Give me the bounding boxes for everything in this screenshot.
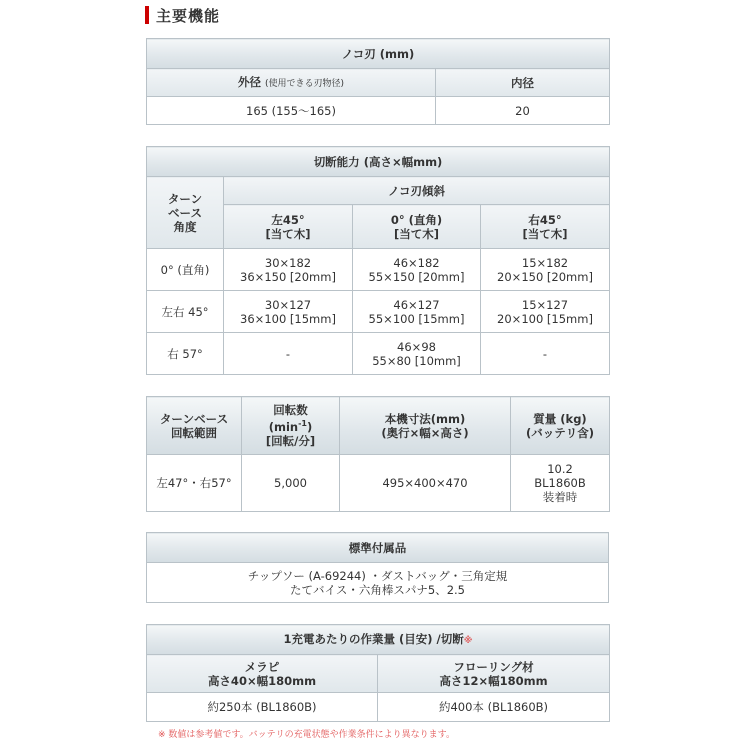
cut-value: 20×100 [15mm] xyxy=(497,311,593,326)
work-title-mark: ※ xyxy=(463,635,473,646)
accessories-list xyxy=(147,563,609,603)
weight-sublabel: (バッテリ含) xyxy=(525,425,594,440)
cut-cell xyxy=(224,291,353,333)
spec-table xyxy=(146,396,610,512)
cut-cell xyxy=(353,249,481,291)
angle-cell: 右 57° xyxy=(147,333,224,375)
weight-battery: BL1860B xyxy=(534,476,586,490)
inner-diameter-value: 20 xyxy=(436,97,610,125)
cut-value: 36×100 [15mm] xyxy=(240,311,336,326)
zero-deg-label: 0° (直角) xyxy=(390,212,443,227)
outer-diameter-value: 165 (155～165) xyxy=(147,97,436,125)
turn-label-1: ターン xyxy=(167,191,203,206)
table-row xyxy=(147,333,610,375)
cutting-title: 切断能力 (高さ×幅mm) xyxy=(147,147,610,177)
dimensions-label: 本機寸法(mm) xyxy=(384,411,466,426)
work-table xyxy=(146,624,610,722)
accessories-line: チップソー (A-69244) ・ダストバッグ・三角定規 xyxy=(247,568,508,583)
weight-label: 質量 (kg) xyxy=(533,411,587,426)
accessories-line: たてバイス・六角棒スパナ5、2.5 xyxy=(290,582,465,597)
turn-label-2: ベース xyxy=(168,205,202,220)
cut-cell: - xyxy=(481,333,610,375)
cut-value: 15×182 xyxy=(521,255,569,270)
table-row xyxy=(147,455,610,512)
cut-cell xyxy=(481,291,610,333)
section-heading xyxy=(145,5,220,25)
turn-range-sublabel: 回転範囲 xyxy=(171,425,217,440)
turn-range-label: ターンベース xyxy=(159,411,229,426)
table-row xyxy=(147,291,610,333)
cut-value: 55×150 [20mm] xyxy=(368,269,465,284)
angle-cell: 0° (直角) xyxy=(147,249,224,291)
flooring-header xyxy=(378,655,610,693)
flooring-value: 約400本 (BL1860B) xyxy=(378,693,610,722)
outer-label-note: (使用できる刃物径) xyxy=(264,78,345,89)
rpm-unit-b: ) xyxy=(307,419,313,434)
cut-value: 55×100 [15mm] xyxy=(368,311,465,326)
left45-sublabel: [当て木] xyxy=(265,226,311,241)
cut-value: 30×127 xyxy=(264,297,312,312)
left45-label: 左45° xyxy=(271,212,305,227)
heading-accent-bar xyxy=(145,6,149,24)
blade-table xyxy=(146,38,610,125)
dimensions-sublabel: (奥行×幅×高さ) xyxy=(381,425,469,440)
cut-cell xyxy=(353,291,481,333)
section-title: 主要機能 xyxy=(156,6,221,25)
cut-cell xyxy=(224,249,353,291)
rpm-unit-sup: -1 xyxy=(298,419,307,429)
zero-deg-sublabel: [当て木] xyxy=(393,226,439,241)
weight-value xyxy=(511,455,610,512)
weight-number: 10.2 xyxy=(547,462,573,476)
right45-label: 右45° xyxy=(528,212,562,227)
outer-diameter-header xyxy=(147,69,436,97)
tilt-header: ノコ刃傾斜 xyxy=(224,177,610,205)
meranti-value: 約250本 (BL1860B) xyxy=(147,693,378,722)
accessories-title: 標準付属品 xyxy=(147,533,609,563)
flooring-label: フローリング材 xyxy=(453,659,534,674)
inner-diameter-header: 内径 xyxy=(436,69,610,97)
weight-header xyxy=(511,397,610,455)
cut-value: 46×98 xyxy=(397,339,436,354)
table-row xyxy=(147,249,610,291)
blade-title: ノコ刃 (mm) xyxy=(147,39,610,69)
table-row xyxy=(147,693,610,722)
cut-cell xyxy=(481,249,610,291)
work-title-text: 1充電あたりの作業量 (目安) /切断 xyxy=(283,631,464,646)
cut-value: 15×127 xyxy=(521,297,569,312)
right45-header xyxy=(481,205,610,249)
cut-cell: - xyxy=(224,333,353,375)
rpm-unit-a: (min xyxy=(268,419,299,434)
footnote: ※ 数値は参考値です。バッテリの充電状態や作業条件により異なります。 xyxy=(158,730,455,740)
turn-range-header xyxy=(147,397,242,455)
cut-value: 46×182 xyxy=(393,255,440,270)
cut-value: 20×150 [20mm] xyxy=(497,269,593,284)
cut-value: 30×182 xyxy=(264,255,312,270)
angle-cell: 左右 45° xyxy=(147,291,224,333)
weight-note: 装着時 xyxy=(542,490,578,504)
cut-value: 55×80 [10mm] xyxy=(372,353,461,368)
turn-range-value: 左47°・右57° xyxy=(147,455,242,512)
left45-header xyxy=(224,205,353,249)
rpm-sublabel: [回転/分] xyxy=(265,433,316,448)
accessories-table xyxy=(146,532,609,603)
rpm-value: 5,000 xyxy=(242,455,340,512)
meranti-label: メラピ xyxy=(244,659,280,674)
cutting-table xyxy=(146,146,610,375)
rpm-label: 回転数 xyxy=(273,403,308,418)
dimensions-header xyxy=(340,397,511,455)
zero-deg-header xyxy=(353,205,481,249)
dimensions-value: 495×400×470 xyxy=(340,455,511,512)
cut-value: 36×150 [20mm] xyxy=(240,269,336,284)
flooring-size: 高さ12×幅180mm xyxy=(439,673,548,688)
meranti-header xyxy=(147,655,378,693)
turn-base-angle-header xyxy=(147,177,224,249)
outer-label: 外径 xyxy=(237,74,261,89)
work-title xyxy=(147,625,610,655)
right45-sublabel: [当て木] xyxy=(522,226,568,241)
rpm-header xyxy=(242,397,340,455)
rpm-unit xyxy=(242,417,339,434)
turn-label-3: 角度 xyxy=(173,219,197,234)
cut-cell xyxy=(353,333,481,375)
meranti-size: 高さ40×幅180mm xyxy=(207,673,317,688)
cut-value: 46×127 xyxy=(393,297,440,312)
